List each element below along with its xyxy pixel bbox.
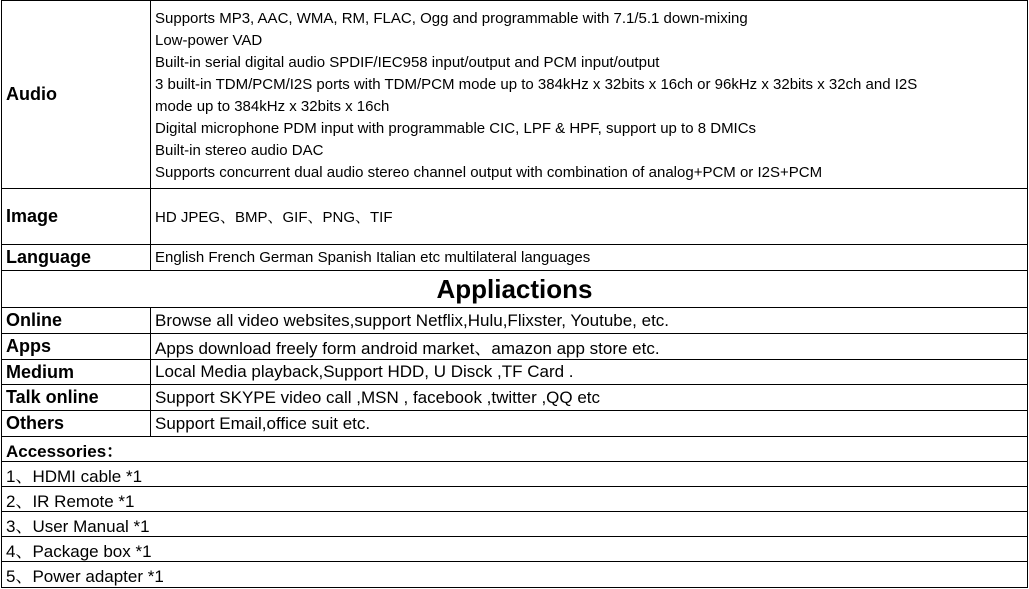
audio-line: Supports concurrent dual audio stereo channel output with combination of analog+PCM or I2S+PCM bbox=[155, 164, 823, 181]
image-label: Image bbox=[2, 189, 151, 244]
application-label: Apps bbox=[2, 334, 151, 359]
application-value: Local Media playback,Support HDD, U Disck ,TF Card . bbox=[155, 362, 574, 381]
audio-features bbox=[151, 1, 1027, 188]
application-label: Others bbox=[2, 411, 151, 436]
audio-line: Built-in stereo audio DAC bbox=[155, 142, 324, 159]
language-value: English French German Spanish Italian etc multilateral languages bbox=[155, 249, 591, 266]
audio-row bbox=[1, 0, 1028, 189]
language-label: Language bbox=[2, 245, 151, 270]
accessory-item: 2、IR Remote *1 bbox=[1, 487, 1028, 512]
application-label: Online bbox=[2, 308, 151, 333]
image-formats: HD JPEG、BMP、GIF、PNG、TIF bbox=[155, 209, 393, 226]
accessory-item: 5、Power adapter *1 bbox=[1, 562, 1028, 588]
application-value: Support SKYPE video call ,MSN , facebook ,twitter ,QQ etc bbox=[155, 387, 601, 407]
audio-line: Built-in serial digital audio SPDIF/IEC958 input/output and PCM input/output bbox=[155, 54, 660, 71]
accessory-item: 3、User Manual *1 bbox=[1, 512, 1028, 537]
application-row-others bbox=[1, 411, 1028, 437]
audio-line: 3 built-in TDM/PCM/I2S ports with TDM/PCM mode up to 384kHz x 32bits x 16ch or 96kHz x 32bits x 32ch and I2S bbox=[155, 76, 918, 93]
audio-line: Digital microphone PDM input with programmable CIC, LPF & HPF, support up to 8 DMICs bbox=[155, 120, 757, 137]
application-value: Support Email,office suit etc. bbox=[155, 413, 371, 433]
application-value: Apps download freely form android market、amazon app store etc. bbox=[155, 339, 660, 358]
audio-line: Supports MP3, AAC, WMA, RM, FLAC, Ogg and programmable with 7.1/5.1 down-mixing bbox=[155, 10, 748, 27]
application-row-medium bbox=[1, 360, 1028, 385]
application-label: Medium bbox=[2, 360, 151, 384]
accessory-item: 4、Package box *1 bbox=[1, 537, 1028, 562]
accessory-item: 1、HDMI cable *1 bbox=[1, 462, 1028, 487]
image-row bbox=[1, 189, 1028, 245]
application-value: Browse all video websites,support Netflix,Hulu,Flixster, Youtube, etc. bbox=[155, 310, 670, 330]
application-row-apps bbox=[1, 334, 1028, 360]
language-row bbox=[1, 245, 1028, 271]
application-row-online bbox=[1, 308, 1028, 334]
application-row-talk-online bbox=[1, 385, 1028, 411]
audio-line: Low-power VAD bbox=[155, 32, 263, 49]
audio-line: mode up to 384kHz x 32bits x 16ch bbox=[155, 98, 390, 115]
audio-label: Audio bbox=[2, 1, 151, 188]
application-label: Talk online bbox=[2, 385, 151, 410]
accessories-title: Accessories： bbox=[1, 437, 1028, 462]
applications-title: Appliactions bbox=[1, 271, 1028, 308]
